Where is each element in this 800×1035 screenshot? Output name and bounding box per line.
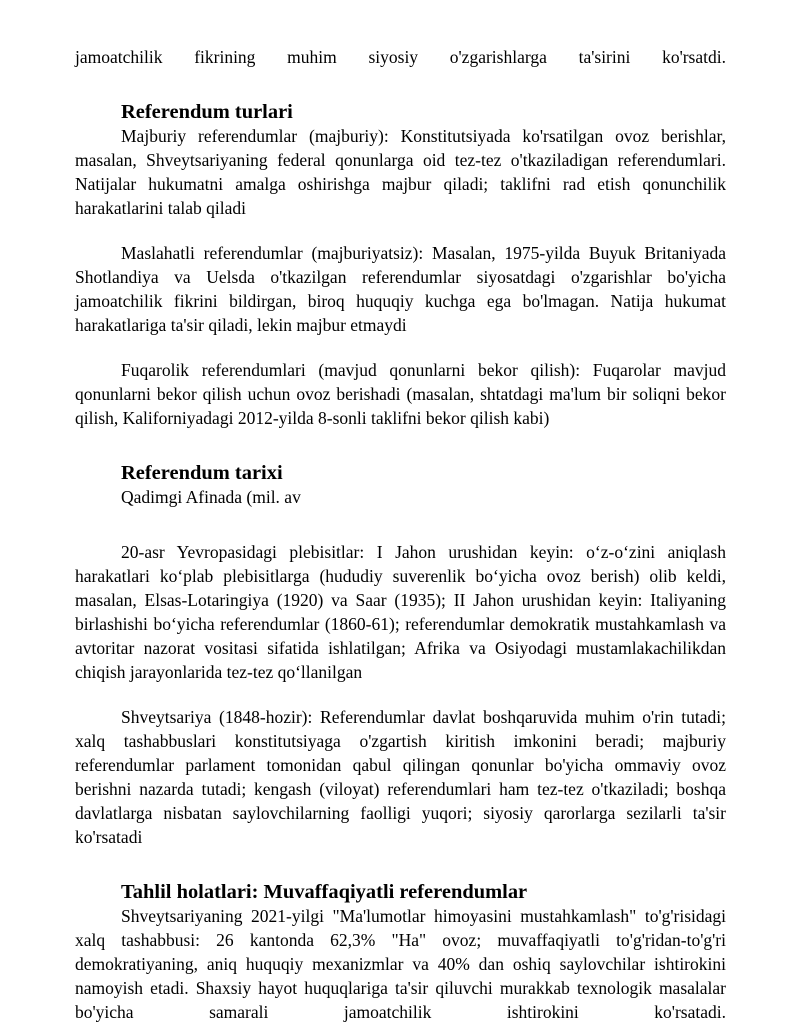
paragraph-ancient-athens: Qadimgi Afinada (mil. av	[121, 487, 301, 507]
heading-case-studies: Tahlil holatlari: Muvaffaqiyatli referendumlar	[121, 881, 528, 903]
paragraph-mandatory-referendums: Majburiy referendumlar (majburiy): Konstitutsiyada ko'rsatilgan ovoz berishlar, masalan, Shveytsariyaning federal qonunlarga oid tez-tez o'tkaziladigan referendumlari. Natijalar hukumatni amalga oshirishga majbur qiladi; taklifni rad etish qonunchilik harakatlarini talab qiladi	[75, 126, 726, 218]
paragraph-continuation: jamoatchilik fikrining muhim siyosiy o'zgarishlarga ta'sirini ko'rsatdi.	[75, 47, 726, 67]
heading-referendum-history: Referendum tarixi	[121, 462, 283, 484]
heading-referendum-types: Referendum turlari	[121, 101, 293, 123]
paragraph-switzerland-history: Shveytsariya (1848-hozir): Referendumlar davlat boshqaruvida muhim o'rin tutadi; xalq tashabbuslari konstitutsiyaga o'zgartish kiritish imkonini beradi; majburiy referendumlar parlament tomonidan qabul qilingan qonunlar bo'yicha ommaviy ovoz berishni nazarda tutadi; kengash (viloyat) referendumlari ham tez-tez o'tkaziladi; boshqa davlatlarga nisbatan saylovchilarning faolligi yuqori; siyosiy qarorlarga sezilarli ta'sir ko'rsatadi	[75, 707, 726, 847]
paragraph-citizen-referendums: Fuqarolik referendumlari (mavjud qonunlarni bekor qilish): Fuqarolar mavjud qonunlarni bekor qilish uchun ovoz berishadi (masalan, shtatdagi ma'lum bir soliqni bekor qilish, Kaliforniyadagi 2012-yilda 8-sonli taklifni bekor qilish kabi)	[75, 360, 726, 428]
paragraph-advisory-referendums: Maslahatli referendumlar (majburiyatsiz): Masalan, 1975-yilda Buyuk Britaniyada Shotlandiya va Uelsda o'tkazilgan referendumlar siyosatdagi o'zgarishlar bo'yicha jamoatchilik fikrini bildirgan, biroq huquqiy kuchga ega bo'lmagan. Natija hukumat harakatlariga ta'sir qiladi, lekin majbur etmaydi	[75, 243, 726, 335]
paragraph-swiss-2021-initiative: Shveytsariyaning 2021-yilgi "Ma'lumotlar himoyasini mustahkamlash" to'g'risidagi xalq tashabbusi: 26 kantonda 62,3% "Ha" ovoz; muvaffaqiyatli to'g'ridan-to'g'ri demokratiyaning, aniq huquqiy mexanizmlar va 40% dan oshiq saylovchilar ishtirokini namoyish etadi. Shaxsiy hayot huquqlariga ta'sir qiluvchi murakkab texnologik masalalar bo'yicha samarali jamoatchilik ishtirokini ko'rsatadi.	[75, 906, 726, 1022]
paragraph-20th-century-plebiscites: 20-asr Yevropasidagi plebisitlar: I Jahon urushidan keyin: o‘z-o‘zini aniqlash harakatlari ko‘plab plebisitlarga (hududiy suverenlik bo‘yicha ovoz berish) olib keldi, masalan, Elsas-Lotaringiya (1920) va Saar (1935); II Jahon urushidan keyin: Italiyaning birlashishi bo‘yicha referendumlar (1860-61); referendumlar demokratik mustahkamlash va avtoritar nazorat vositasi sifatida ishlatilgan; Afrika va Osiyodagi mustamlakachilikdan chiqish jarayonlarida tez-tez qo‘llanilgan	[75, 542, 726, 682]
document-body	[75, 45, 726, 1024]
